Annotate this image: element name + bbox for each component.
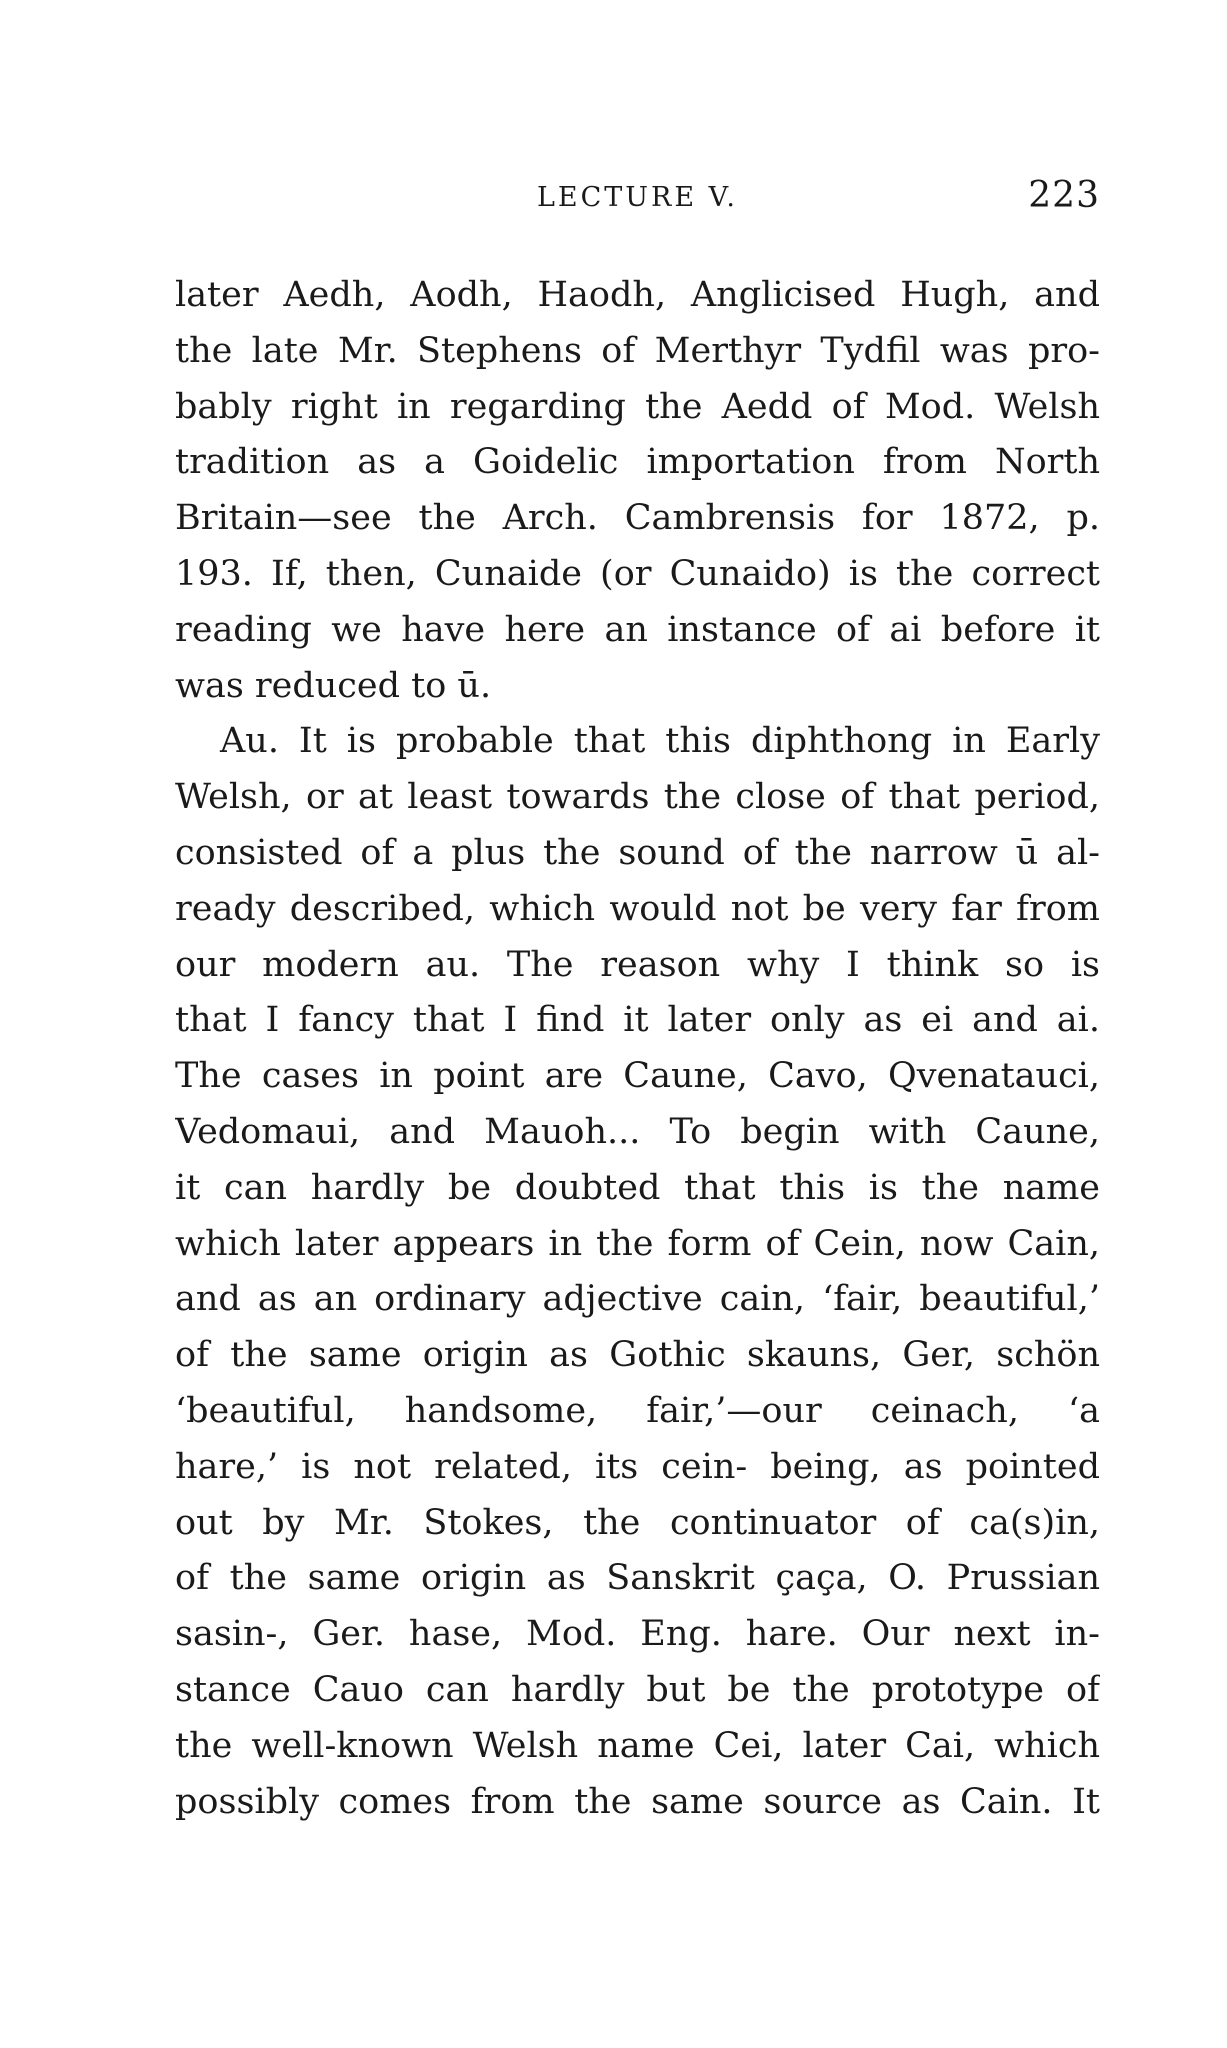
text-line: stance Cauo can hardly but be the prototype of bbox=[175, 1669, 1100, 1710]
text-line: out by Mr. Stokes, the continuator of ca(s)in, bbox=[175, 1502, 1100, 1543]
text-line: our modern au. The reason why I think so is bbox=[175, 944, 1100, 985]
text-line: possibly comes from the same source as Cain. It bbox=[175, 1781, 1100, 1822]
text-line: of the same origin as Gothic skauns, Ger, schön bbox=[175, 1335, 1100, 1376]
body-text bbox=[175, 268, 1100, 1830]
text-line: and as an ordinary adjective cain, ‘fair, beautiful,’ bbox=[175, 1279, 1100, 1320]
text-line: hare,’ is not related, its cein- being, as pointed bbox=[175, 1446, 1100, 1487]
text-line: ‘beautiful, handsome, fair,’—our ceinach, ‘a bbox=[175, 1390, 1100, 1431]
text-line: consisted of a plus the sound of the narrow ū al- bbox=[175, 832, 1100, 873]
text-line: that I fancy that I find it later only as ei and ai. bbox=[175, 1000, 1100, 1041]
text-line: which later appears in the form of Cein, now Cain, bbox=[175, 1223, 1100, 1264]
text-line: the well-known Welsh name Cei, later Cai, which bbox=[175, 1725, 1100, 1766]
text-line: The cases in point are Caune, Cavo, Qvenatauci, bbox=[175, 1056, 1100, 1097]
text-line: Vedomaui, and Mauoh... To begin with Caune, bbox=[175, 1111, 1100, 1152]
text-line: the late Mr. Stephens of Merthyr Tydfil was pro- bbox=[175, 330, 1100, 371]
text-line: bably right in regarding the Aedd of Mod. Welsh bbox=[175, 386, 1100, 427]
text-line: sasin-, Ger. hase, Mod. Eng. hare. Our next in- bbox=[175, 1614, 1100, 1655]
page-header bbox=[175, 176, 1100, 220]
text-line: 193. If, then, Cunaide (or Cunaido) is the correct bbox=[175, 553, 1100, 594]
text-line: was reduced to ū. bbox=[175, 665, 492, 706]
text-line: ready described, which would not be very far from bbox=[175, 888, 1100, 929]
text-line: tradition as a Goidelic importation from North bbox=[175, 442, 1100, 483]
text-line: reading we have here an instance of ai before it bbox=[175, 609, 1100, 650]
text-line: of the same origin as Sanskrit çaça, O. Prussian bbox=[175, 1558, 1100, 1599]
running-head: LECTURE V. bbox=[536, 182, 739, 213]
text-line: Au. It is probable that this diphthong in Early bbox=[220, 721, 1100, 762]
text-line: Britain—see the Arch. Cambrensis for 1872, p. bbox=[175, 498, 1100, 539]
text-line: Welsh, or at least towards the close of that period, bbox=[175, 777, 1100, 818]
page-number: 223 bbox=[1028, 175, 1100, 216]
text-line: later Aedh, Aodh, Haodh, Anglicised Hugh, and bbox=[175, 275, 1100, 315]
text-line: it can hardly be doubted that this is the name bbox=[175, 1167, 1100, 1208]
